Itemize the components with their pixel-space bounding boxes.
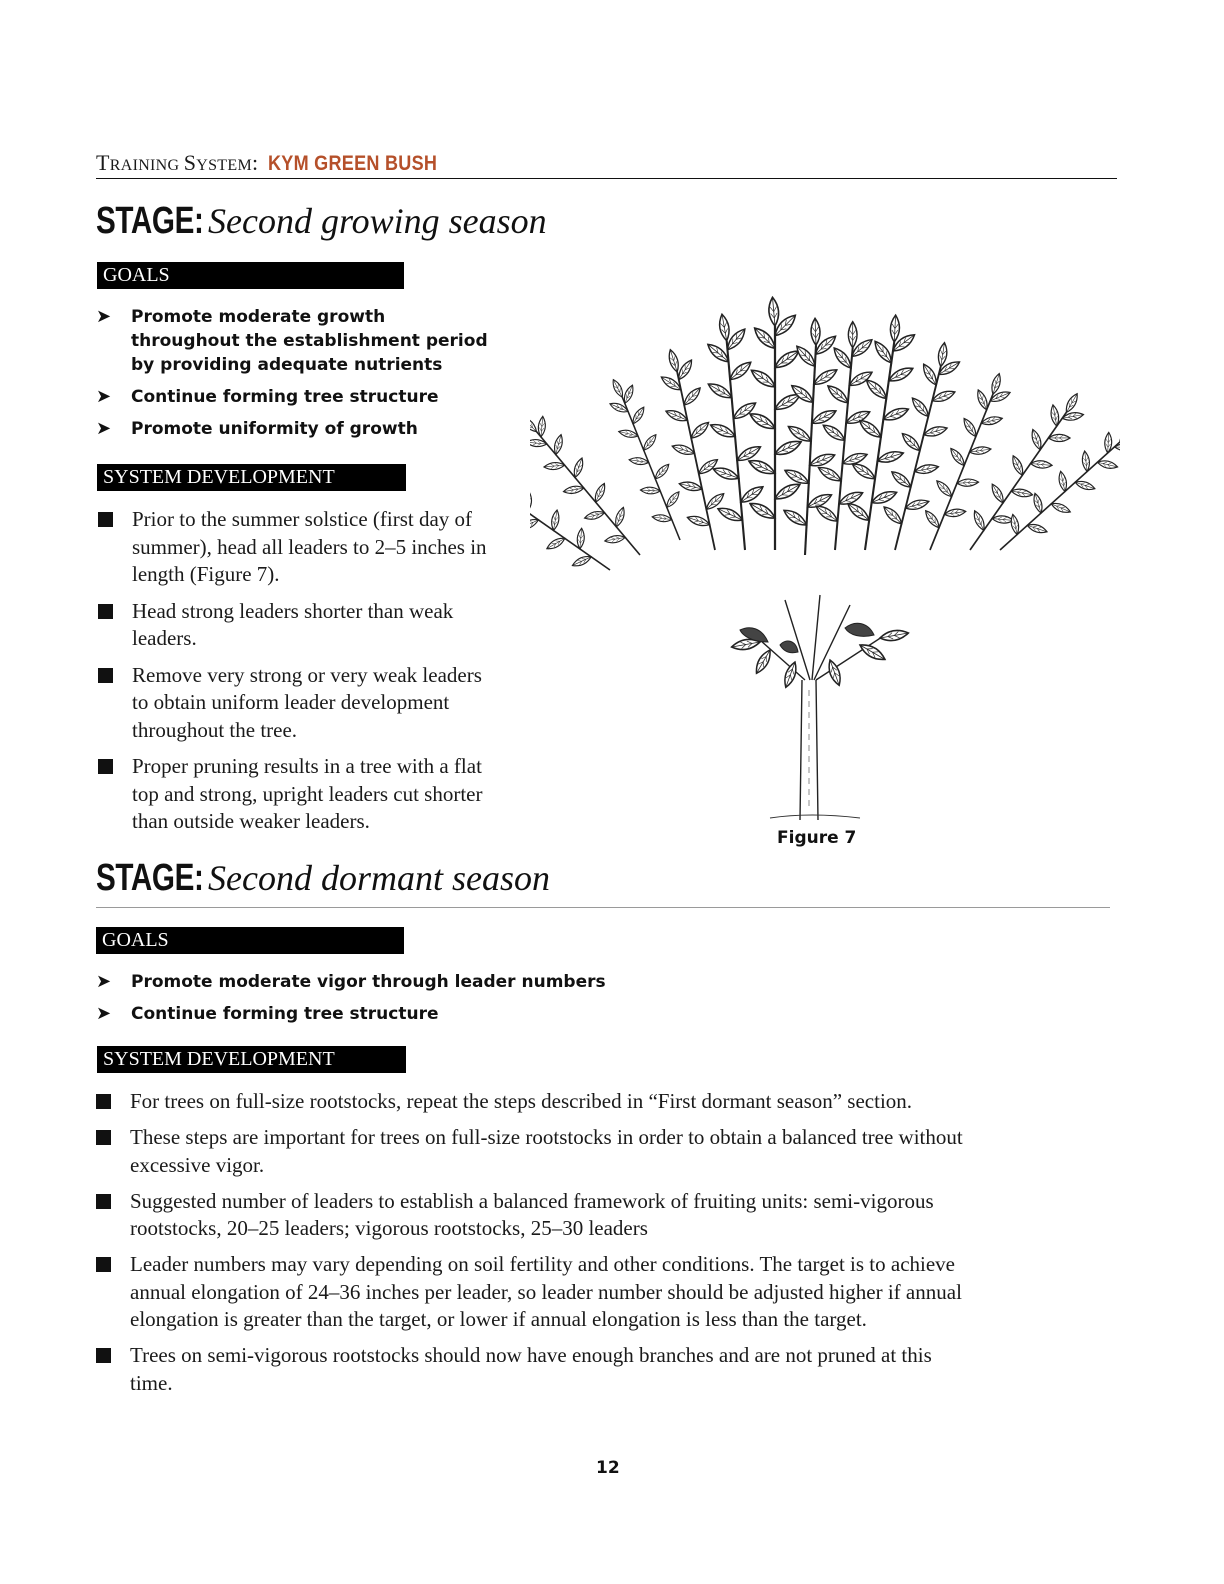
figure-7-tree-illustration — [530, 250, 1120, 825]
system-development-banner: SYSTEM DEVELOPMENT — [97, 464, 406, 491]
square-bullet-icon — [98, 668, 113, 683]
goals-list — [96, 305, 496, 449]
header-rule — [96, 178, 1117, 179]
goals-list — [96, 970, 696, 1034]
page-number: 12 — [596, 1458, 620, 1478]
arrowhead-bullet-icon: ➤ — [96, 971, 112, 992]
development-item: Head strong leaders shorter than weak leaders. — [96, 598, 496, 653]
square-bullet-icon — [96, 1194, 111, 1209]
square-bullet-icon — [98, 759, 113, 774]
figure-caption: Figure 7 — [777, 828, 857, 848]
system-development-list — [96, 506, 496, 845]
goals-banner: GOALS — [97, 262, 404, 289]
square-bullet-icon — [96, 1257, 111, 1272]
square-bullet-icon — [96, 1094, 111, 1109]
development-item: Leader numbers may vary depending on soil fertility and other conditions. The target is to achieve annual elongation of 24–36 inches per leader, so leader number should be adjusted higher if annual elongation is greater than the target, or lower if annual elongation is less than the target. — [96, 1251, 976, 1334]
running-header-prefix: T — [96, 150, 110, 175]
tree-drawing-icon — [530, 250, 1120, 825]
stage-name: Second dormant season — [208, 858, 550, 898]
training-system-name: KYM GREEN BUSH — [268, 152, 438, 175]
stage-name: Second growing season — [208, 201, 547, 241]
arrowhead-bullet-icon: ➤ — [96, 386, 112, 407]
goal-item: ➤ Promote uniformity of growth — [96, 418, 418, 439]
stage-label: STAGE: — [96, 857, 204, 899]
square-bullet-icon — [96, 1348, 111, 1363]
square-bullet-icon — [96, 1130, 111, 1145]
goals-banner: GOALS — [96, 927, 404, 954]
system-development-list — [96, 1088, 976, 1406]
goal-item: ➤ Promote moderate vigor through leader numbers — [96, 971, 606, 992]
arrowhead-bullet-icon: ➤ — [96, 418, 112, 439]
stage-rule — [96, 907, 1110, 908]
stage-title-second-dormant-season — [96, 857, 550, 900]
development-item: Suggested number of leaders to establish a balanced framework of fruiting units: semi-vigorous rootstocks, 20–25 leaders; vigorous rootstocks, 25–30 leaders — [96, 1188, 976, 1243]
goal-item: ➤ Promote moderate growth throughout the establishment period by providing adequate nutrients — [96, 306, 488, 375]
system-development-banner: SYSTEM DEVELOPMENT — [97, 1046, 406, 1073]
arrowhead-bullet-icon: ➤ — [96, 306, 112, 327]
running-header: TRAINING SYSTEM: KYM GREEN BUSH — [96, 150, 438, 175]
development-item: For trees on full-size rootstocks, repeat the steps described in “First dormant season” section. — [96, 1088, 976, 1116]
arrowhead-bullet-icon: ➤ — [96, 1003, 112, 1024]
development-item: Prior to the summer solstice (first day of summer), head all leaders to 2–5 inches in length (Figure 7). — [96, 506, 496, 589]
development-item: Proper pruning results in a tree with a flat top and strong, upright leaders cut shorter than outside weaker leaders. — [96, 753, 496, 836]
development-item: Trees on semi-vigorous rootstocks should now have enough branches and are not pruned at this time. — [96, 1342, 976, 1397]
stage-title-second-growing-season — [96, 200, 547, 243]
development-item: Remove very strong or very weak leaders to obtain uniform leader development throughout the tree. — [96, 662, 496, 745]
development-item: These steps are important for trees on full-size rootstocks in order to obtain a balanced tree without excessive vigor. — [96, 1124, 976, 1179]
goal-item: ➤ Continue forming tree structure — [96, 1003, 439, 1024]
square-bullet-icon — [98, 604, 113, 619]
square-bullet-icon — [98, 512, 113, 527]
goal-item: ➤ Continue forming tree structure — [96, 386, 439, 407]
stage-label: STAGE: — [96, 200, 204, 242]
